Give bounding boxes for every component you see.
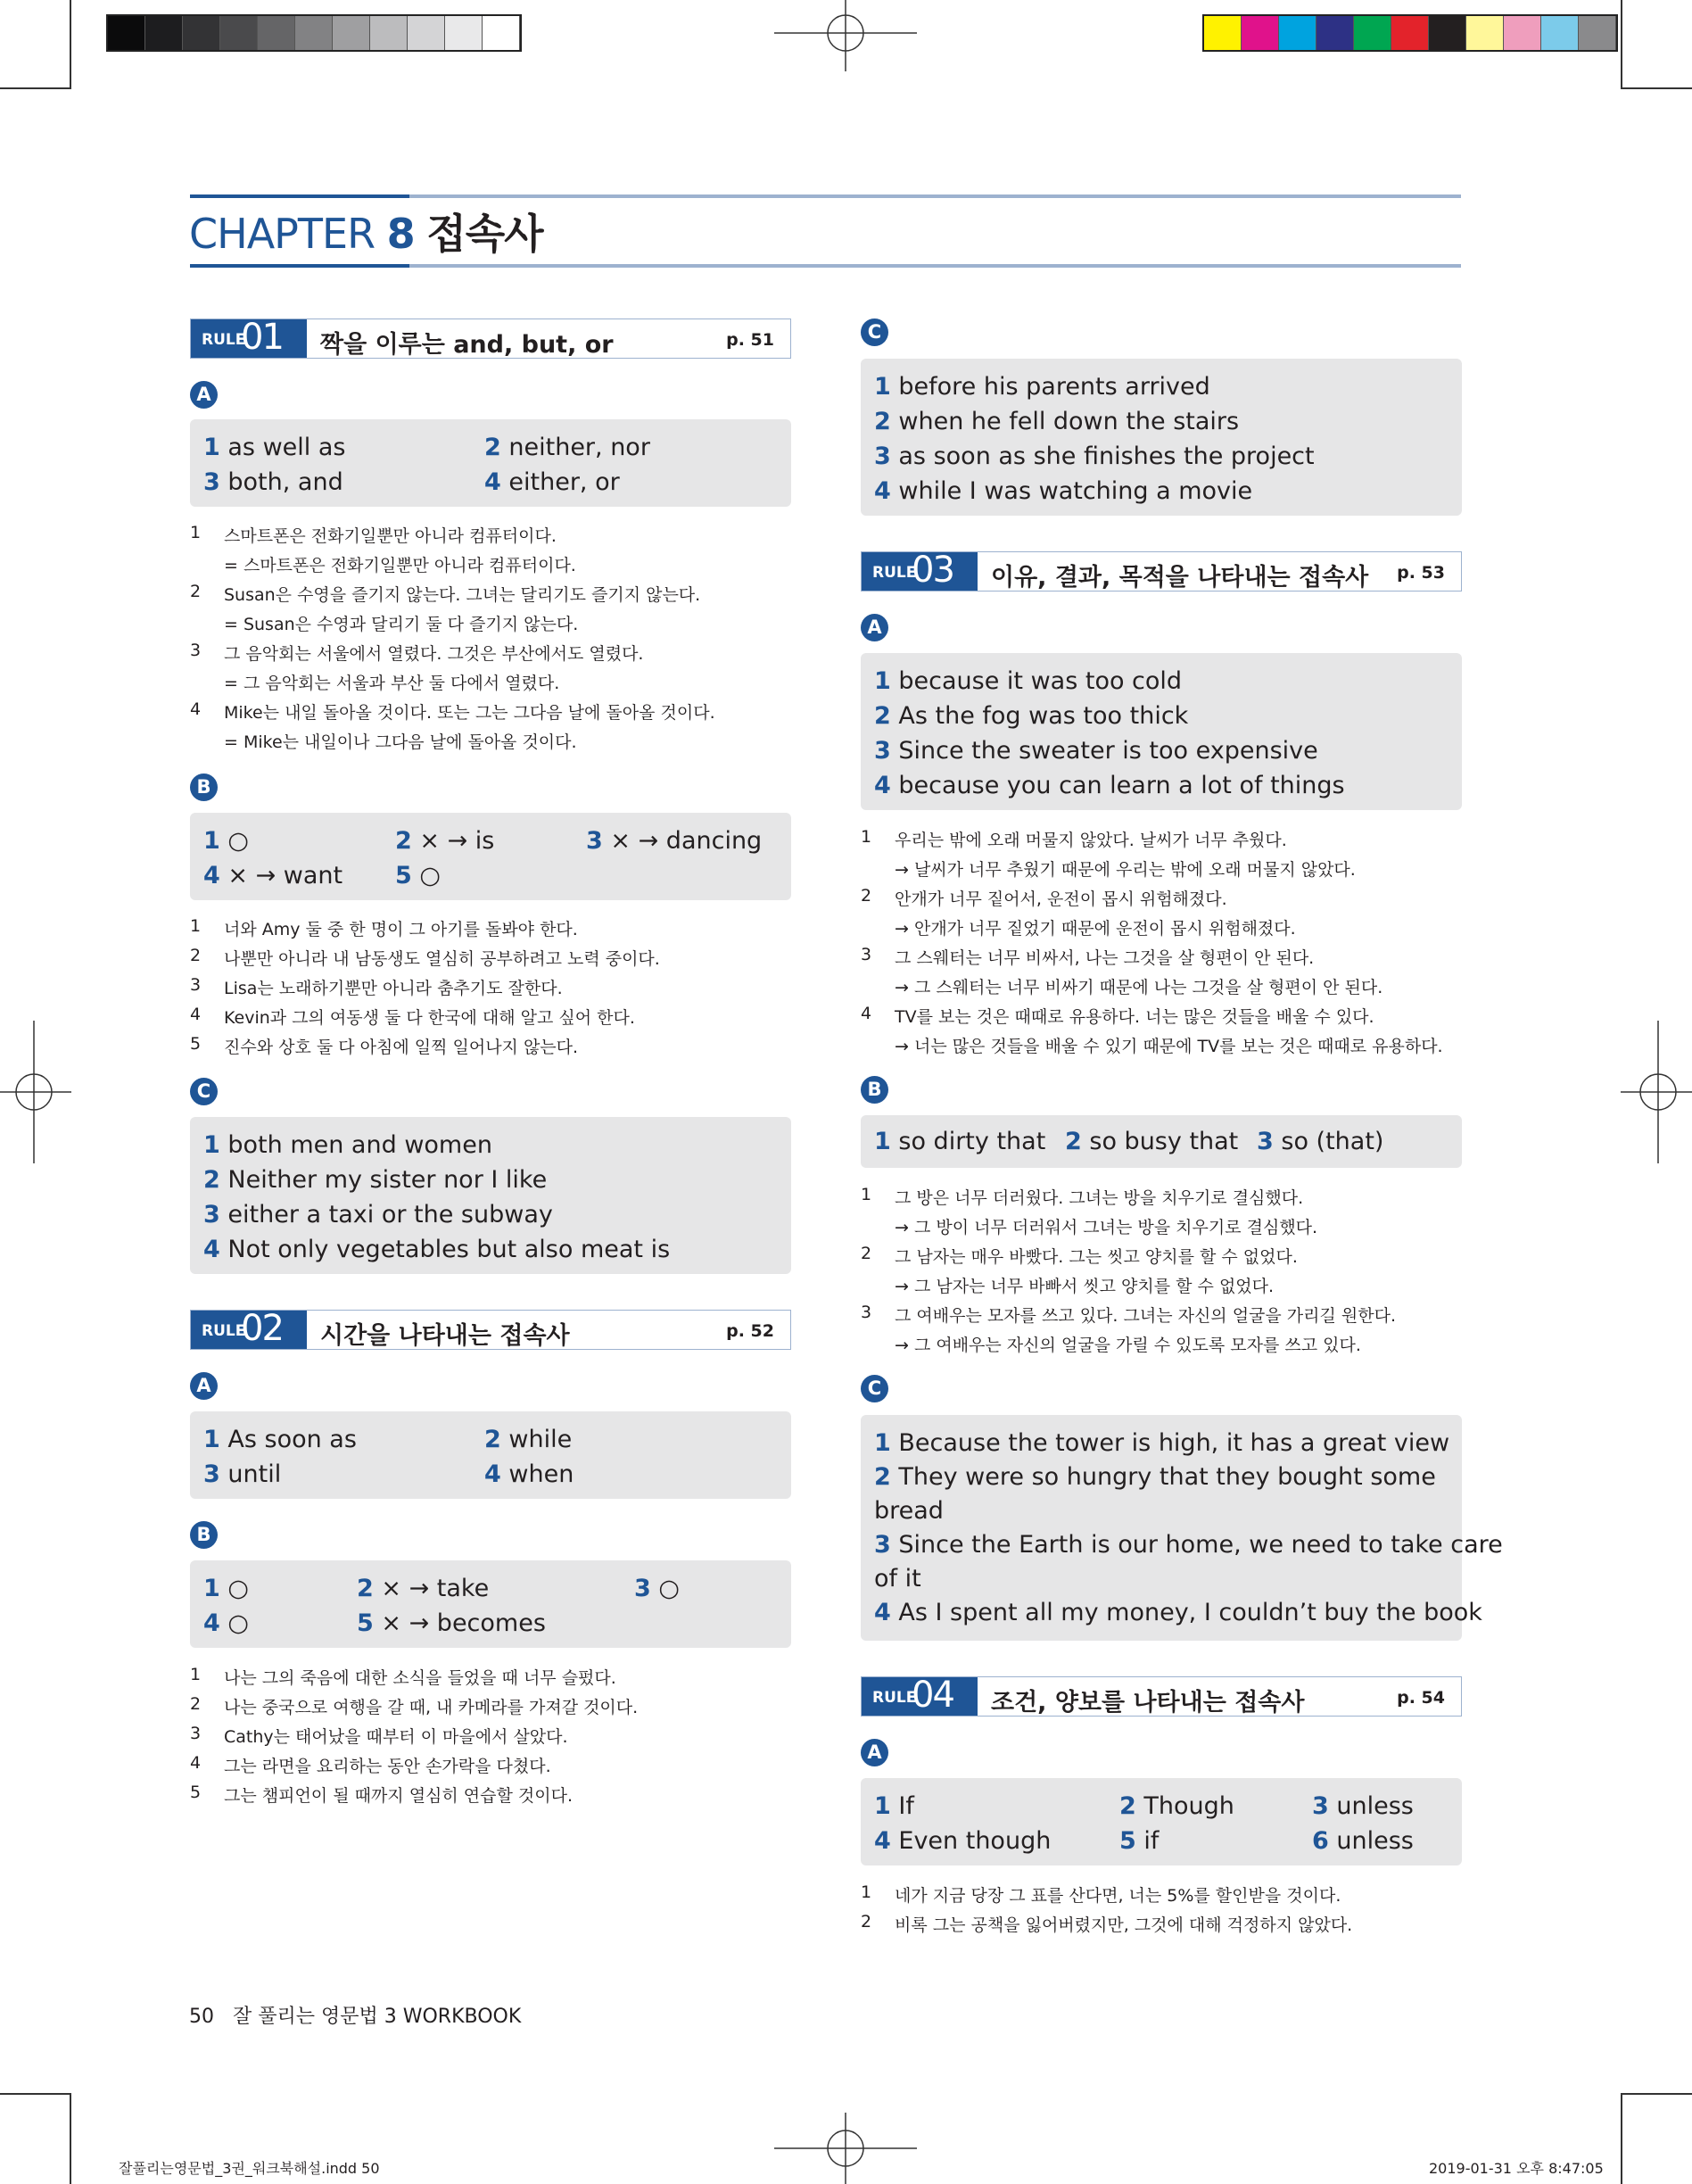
- answer-item: 2 Neither my sister nor I like: [203, 1166, 548, 1194]
- answer-item: 1 ○: [203, 827, 249, 855]
- section-label-a: A: [190, 381, 218, 409]
- slug-timestamp: 2019-01-31 오후 8:47:05: [1429, 2160, 1604, 2177]
- translation-line: 비록 그는 공책을 잃어버렸지만, 그것에 대해 걱정하지 않았다.: [895, 1915, 1353, 1935]
- answer-item: 3 ○: [634, 1575, 680, 1602]
- rule-title: 조건, 양보를 나타내는 접속사: [991, 1689, 1305, 1717]
- translation-line: 그는 라면을 요리하는 동안 손가락을 다쳤다.: [224, 1757, 551, 1776]
- translation-line: 그 남자는 매우 바빴다. 그는 씻고 양치를 할 수 없었다.: [895, 1247, 1298, 1267]
- translation-line: Kevin과 그의 여동생 둘 다 한국에 대해 알고 싶어 한다.: [224, 1008, 635, 1028]
- rule-header-03: [861, 551, 1462, 592]
- translation-line: 진수와 상호 둘 다 아침에 일찍 일어나지 않는다.: [224, 1038, 579, 1057]
- translation-line: 그는 챔피언이 될 때까지 열심히 연습할 것이다.: [224, 1786, 574, 1806]
- translation-line: Susan은 수영을 즐기지 않는다. 그녀는 달리기도 즐기지 않는다.: [224, 585, 701, 605]
- answer-item: 4 ○: [203, 1609, 249, 1637]
- color-swatch: [1541, 16, 1579, 50]
- gray-calibration-bar: [106, 14, 522, 52]
- answer-item: 3 so (that): [1257, 1128, 1384, 1155]
- answer-box: [190, 1117, 791, 1274]
- answer-box: [190, 1560, 791, 1648]
- color-swatch: [1579, 16, 1616, 50]
- answer-item: 1 so dirty that: [874, 1128, 1046, 1155]
- translation-line: 네가 지금 당장 그 표를 산다면, 너는 5%를 할인받을 것이다.: [895, 1886, 1341, 1906]
- color-swatch: [108, 16, 145, 50]
- answer-item: 1 as well as: [203, 434, 346, 461]
- translation-line: 안개가 너무 짙어서, 운전이 몹시 위험해졌다.: [895, 889, 1227, 909]
- section-label-a: A: [190, 1372, 218, 1400]
- section-label-b: B: [861, 1076, 888, 1104]
- answer-item: 3 either a taxi or the subway: [203, 1201, 553, 1228]
- color-swatch: [1504, 16, 1541, 50]
- answer-item: of it: [874, 1565, 921, 1592]
- translation-line: = Mike는 내일이나 그다음 날에 돌아올 것이다.: [224, 732, 577, 752]
- color-swatch: [1242, 16, 1279, 50]
- slug-filename: 잘풀리는영문법_3권_워크북해설.indd 50: [119, 2160, 380, 2177]
- rule-title: 짝을 이루는 and, but, or: [320, 331, 614, 359]
- translation-line: 우리는 밖에 오래 머물지 않았다. 날씨가 너무 추웠다.: [895, 831, 1287, 850]
- answer-item: 1 If: [874, 1792, 914, 1820]
- answer-item: 2 while: [484, 1426, 573, 1453]
- section-label-c: C: [861, 318, 888, 346]
- translation-line: → 그 방이 너무 더러워서 그녀는 방을 치우기로 결심했다.: [895, 1218, 1318, 1237]
- answer-item: 2 As the fog was too thick: [874, 702, 1189, 730]
- translation-line: Mike는 내일 돌아올 것이다. 또는 그는 그다음 날에 돌아올 것이다.: [224, 703, 715, 723]
- translation-line: 나뿐만 아니라 내 남동생도 열심히 공부하려고 노력 중이다.: [224, 949, 660, 969]
- translation-line: = 스마트폰은 전화기일뿐만 아니라 컴퓨터이다.: [224, 556, 576, 575]
- translation-line: 나는 그의 죽음에 대한 소식을 들었을 때 너무 슬펐다.: [224, 1668, 616, 1688]
- crop-mark: [70, 2093, 71, 2184]
- section-label-b: B: [190, 774, 218, 801]
- answer-item: 2 × → is: [395, 827, 495, 855]
- rule-header-01: [190, 318, 791, 359]
- color-swatch: [1279, 16, 1316, 50]
- crop-mark: [1621, 0, 1622, 89]
- color-swatch: [183, 16, 220, 50]
- answer-box: [861, 653, 1462, 810]
- answer-item: 2 Though: [1119, 1792, 1234, 1820]
- translation-line: Cathy는 태어났을 때부터 이 마을에서 살았다.: [224, 1727, 568, 1747]
- color-swatch: [408, 16, 445, 50]
- color-swatch: [333, 16, 370, 50]
- answer-item: 2 neither, nor: [484, 434, 650, 461]
- answer-item: 5 if: [1119, 1827, 1160, 1855]
- answer-item: 3 × → dancing: [586, 827, 763, 855]
- answer-box: [190, 1411, 791, 1499]
- color-swatch: [1429, 16, 1466, 50]
- rule-page-ref: p. 53: [1397, 563, 1445, 583]
- rule-page-ref: p. 51: [726, 330, 774, 350]
- translation-line: → 너는 많은 것들을 배울 수 있기 때문에 TV를 보는 것은 때때로 유용하다.: [895, 1037, 1443, 1056]
- page-footer: [189, 2001, 521, 2029]
- section-label-b: B: [190, 1521, 218, 1549]
- color-swatch: [1204, 16, 1242, 50]
- registration-mark: [1621, 1021, 1692, 1163]
- crop-mark: [70, 0, 71, 89]
- section-label-a: A: [861, 614, 888, 641]
- translation-line: 그 스웨터는 너무 비싸서, 나는 그것을 살 형편이 안 된다.: [895, 948, 1315, 968]
- answer-item: 4 Even though: [874, 1827, 1052, 1855]
- color-calibration-bar: [1202, 14, 1618, 52]
- translation-line: → 그 스웨터는 너무 비싸기 때문에 나는 그것을 살 형편이 안 된다.: [895, 978, 1383, 997]
- color-swatch: [1466, 16, 1504, 50]
- translation-line: 나는 중국으로 여행을 갈 때, 내 카메라를 가져갈 것이다.: [224, 1698, 639, 1717]
- translation-line: 그 여배우는 모자를 쓰고 있다. 그녀는 자신의 얼굴을 가리길 원한다.: [895, 1306, 1396, 1326]
- answer-item: 4 Not only vegetables but also meat is: [203, 1236, 671, 1263]
- rule-title: 시간을 나타내는 접속사: [320, 1322, 570, 1350]
- answer-item: 3 until: [203, 1460, 282, 1488]
- answer-item: 3 both, and: [203, 468, 343, 496]
- color-swatch: [1391, 16, 1429, 50]
- color-swatch: [220, 16, 258, 50]
- color-swatch: [445, 16, 483, 50]
- answer-item: 6 unless: [1312, 1827, 1414, 1855]
- section-label-a: A: [861, 1739, 888, 1766]
- answer-box: [861, 1778, 1462, 1866]
- rule-badge: RULE 04: [862, 1677, 978, 1716]
- answer-item: 3 Since the sweater is too expensive: [874, 737, 1318, 765]
- translation-line: → 그 남자는 너무 바빠서 씻고 양치를 할 수 없었다.: [895, 1277, 1275, 1296]
- answer-item: 4 when: [484, 1460, 574, 1488]
- translation-line: Lisa는 노래하기뿐만 아니라 춤추기도 잘한다.: [224, 979, 563, 998]
- answer-item: 1 because it was too cold: [874, 667, 1183, 695]
- answer-item: 4 because you can learn a lot of things: [874, 772, 1345, 799]
- color-swatch: [483, 16, 520, 50]
- answer-item: 1 before his parents arrived: [874, 373, 1210, 401]
- answer-box: [861, 1115, 1462, 1168]
- page-number: 50: [189, 2006, 214, 2028]
- chapter-rule-accent: [190, 194, 409, 198]
- crop-mark: [0, 2093, 70, 2095]
- answer-box: [861, 359, 1462, 516]
- rule-title: 이유, 결과, 목적을 나타내는 접속사: [991, 564, 1369, 592]
- answer-item: 4 As I spent all my money, I couldn’t buy the book: [874, 1599, 1482, 1626]
- answer-item: 4 while I was watching a movie: [874, 477, 1253, 505]
- section-label-c: C: [190, 1078, 218, 1105]
- color-swatch: [1316, 16, 1354, 50]
- answer-item: 2 They were so hungry that they bought some: [874, 1463, 1436, 1491]
- chapter-number: 8: [386, 210, 415, 258]
- translation-line: → 그 여배우는 자신의 얼굴을 가릴 수 있도록 모자를 쓰고 있다.: [895, 1336, 1361, 1355]
- color-swatch: [145, 16, 183, 50]
- answer-box: [861, 1415, 1503, 1641]
- answer-item: bread: [874, 1497, 944, 1525]
- chapter-rule-accent: [190, 264, 409, 268]
- color-swatch: [1354, 16, 1391, 50]
- section-label-c: C: [861, 1375, 888, 1402]
- crop-mark: [1622, 2093, 1692, 2095]
- translation-line: = 그 음악회는 서울과 부산 둘 다에서 열렸다.: [224, 674, 560, 693]
- rule-badge: RULE 02: [191, 1311, 307, 1349]
- rule-header-04: [861, 1676, 1462, 1717]
- answer-item: 5 ○: [395, 862, 441, 889]
- rule-badge: RULE 03: [862, 552, 978, 591]
- answer-item: 1 both men and women: [203, 1131, 492, 1159]
- registration-mark: [774, 0, 917, 71]
- translation-line: 그 음악회는 서울에서 열렸다. 그것은 부산에서도 열렸다.: [224, 644, 644, 664]
- rule-page-ref: p. 52: [726, 1321, 774, 1341]
- registration-mark: [0, 1021, 71, 1163]
- answer-item: 3 Since the Earth is our home, we need to take care: [874, 1531, 1503, 1559]
- answer-item: 4 either, or: [484, 468, 620, 496]
- crop-mark: [1621, 2093, 1622, 2184]
- translation-line: → 날씨가 너무 추웠기 때문에 우리는 밖에 오래 머물지 않았다.: [895, 860, 1356, 880]
- rule-header-02: [190, 1310, 791, 1350]
- color-swatch: [258, 16, 295, 50]
- answer-item: 3 unless: [1312, 1792, 1414, 1820]
- crop-mark: [1622, 87, 1692, 89]
- chapter-title: [189, 202, 543, 261]
- answer-item: 1 As soon as: [203, 1426, 357, 1453]
- chapter-name: 접속사: [426, 210, 543, 258]
- book-title: 잘 풀리는 영문법 3 WORKBOOK: [232, 2006, 522, 2028]
- rule-badge: RULE 01: [191, 319, 307, 358]
- registration-mark: [774, 2113, 917, 2184]
- answer-item: 2 when he fell down the stairs: [874, 408, 1240, 435]
- translation-line: → 안개가 너무 짙었기 때문에 운전이 몹시 위험해졌다.: [895, 919, 1296, 939]
- chapter-word: CHAPTER: [189, 210, 376, 258]
- answer-item: 4 × → want: [203, 862, 343, 889]
- answer-item: 3 as soon as she finishes the project: [874, 443, 1315, 470]
- answer-box: [190, 419, 791, 507]
- translation-line: 그 방은 너무 더러웠다. 그녀는 방을 치우기로 결심했다.: [895, 1188, 1304, 1208]
- rule-page-ref: p. 54: [1397, 1688, 1445, 1708]
- answer-item: 5 × → becomes: [357, 1609, 546, 1637]
- answer-item: 2 × → take: [357, 1575, 490, 1602]
- translation-line: = Susan은 수영과 달리기 둘 다 즐기지 않는다.: [224, 615, 579, 634]
- crop-mark: [0, 87, 70, 89]
- answer-item: 1 ○: [203, 1575, 249, 1602]
- answer-item: 2 so busy that: [1065, 1128, 1239, 1155]
- translation-line: 스마트폰은 전화기일뿐만 아니라 컴퓨터이다.: [224, 526, 557, 546]
- color-swatch: [370, 16, 408, 50]
- answer-item: 1 Because the tower is high, it has a great view: [874, 1429, 1450, 1457]
- answer-box: [190, 813, 791, 900]
- translation-line: 너와 Amy 둘 중 한 명이 그 아기를 돌봐야 한다.: [224, 920, 578, 939]
- color-swatch: [295, 16, 333, 50]
- translation-line: TV를 보는 것은 때때로 유용하다. 너는 많은 것들을 배울 수 있다.: [895, 1007, 1374, 1027]
